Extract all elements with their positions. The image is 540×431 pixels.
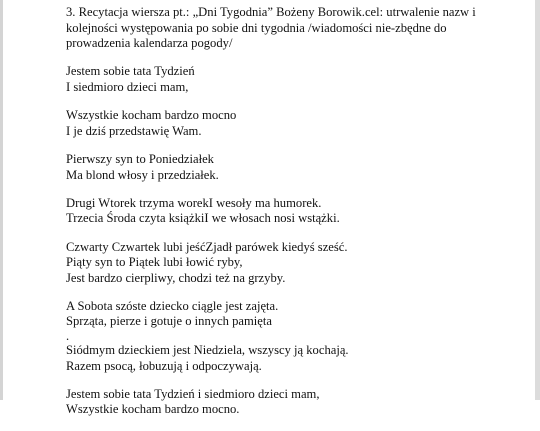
document-content bbox=[66, 5, 506, 431]
poem-line: Ma blond włosy i przedziałek. bbox=[66, 167, 219, 182]
heading-line: prowadzenia kalendarza pogody/ bbox=[66, 36, 233, 51]
poem-line: Czwarty Czwartek lubi jeśćZjadł parówek kiedyś sześć. bbox=[66, 239, 348, 254]
stanza-2 bbox=[66, 108, 506, 139]
stanza-7 bbox=[66, 343, 506, 374]
heading-paragraph bbox=[66, 5, 506, 52]
stanza-8 bbox=[66, 387, 506, 418]
poem-line: Sprząta, pierze i gotuje o innych pamięta bbox=[66, 314, 272, 329]
poem-line: Jest bardzo cierpliwy, chodzi też na grzyby. bbox=[66, 270, 286, 285]
stanza-5 bbox=[66, 240, 506, 287]
poem-line: Wszystkie kocham bardzo mocno bbox=[66, 108, 237, 123]
poem-line: Jestem sobie tata Tydzień i siedmioro dzieci mam, bbox=[66, 386, 320, 401]
poem-line: Pierwszy syn to Poniedziałek bbox=[66, 151, 214, 166]
stanza-3 bbox=[66, 152, 506, 183]
poem-line: Trzecia Środa czyta książkiI we włosach nosi wstążki. bbox=[66, 211, 340, 226]
right-page-edge bbox=[535, 0, 540, 400]
poem-line: Drugi Wtorek trzyma worekI wesoły ma humorek. bbox=[66, 195, 322, 210]
poem-line: A Sobota szóste dziecko ciągle jest zajęta. bbox=[66, 298, 279, 313]
poem-line: I je dziś przedstawię Wam. bbox=[66, 123, 202, 138]
poem-line: Piąty syn to Piątek lubi łowić ryby, bbox=[66, 255, 243, 270]
left-page-edge bbox=[0, 0, 3, 400]
stanza-6 bbox=[66, 299, 506, 330]
poem-line: Siódmym dzieckiem jest Niedziela, wszyscy ją kochają. bbox=[66, 343, 349, 358]
heading-line: kolejności występowania po sobie dni tygodnia /wiadomości nie-zbędne do bbox=[66, 20, 447, 35]
separator-dot: . bbox=[66, 329, 70, 344]
heading-line: 3. Recytacja wiersza pt.: „Dni Tygodnia” Bożeny Borowik.cel: utrwalenie nazw i bbox=[66, 5, 476, 19]
poem-line: Jestem sobie tata Tydzień bbox=[66, 64, 195, 79]
poem-line: Razem psocą, łobuzują i odpoczywają. bbox=[66, 358, 262, 373]
poem-line: Wszystkie kocham bardzo mocno. bbox=[66, 402, 240, 417]
stanza-4 bbox=[66, 196, 506, 227]
poem-line: I siedmioro dzieci mam, bbox=[66, 79, 189, 94]
stanza-1 bbox=[66, 64, 506, 95]
